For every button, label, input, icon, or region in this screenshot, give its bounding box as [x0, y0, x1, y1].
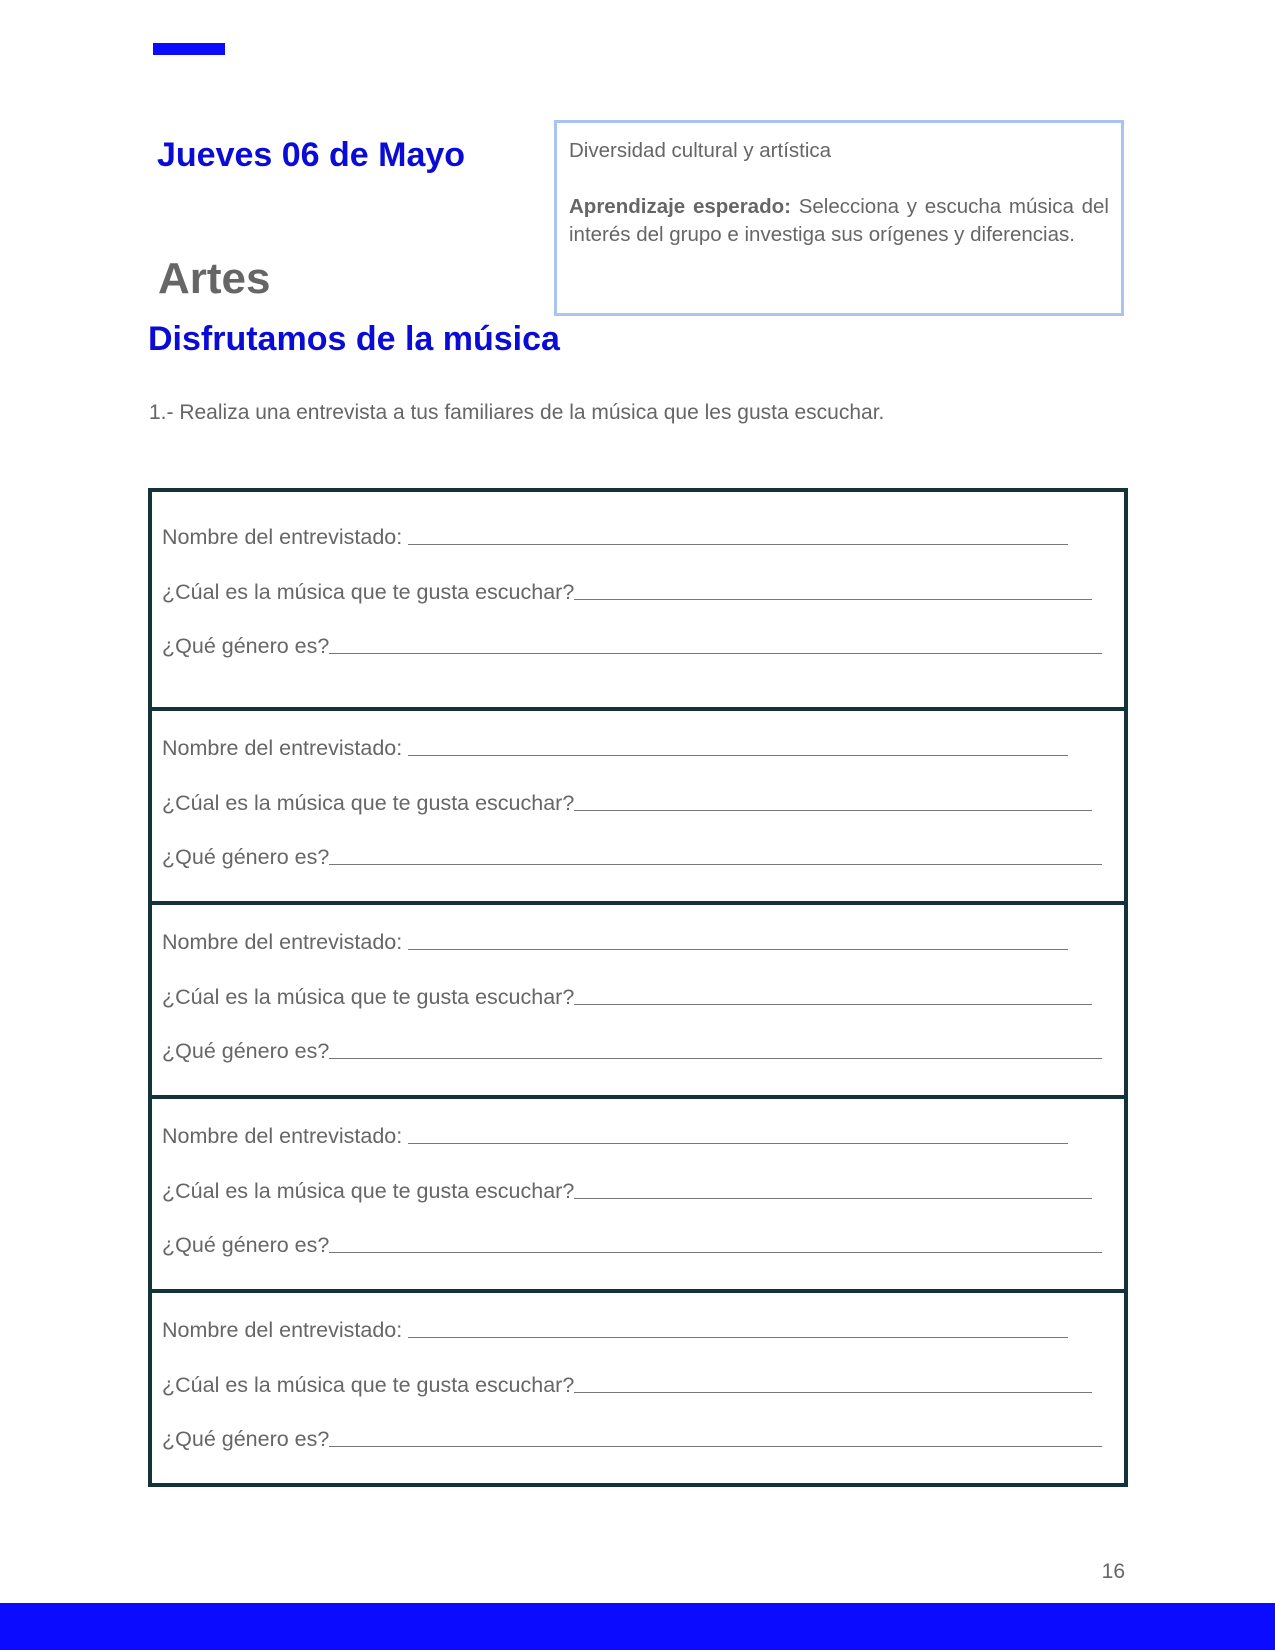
interviewee-name-field[interactable] — [162, 1313, 1114, 1343]
interviewee-name-field[interactable] — [162, 1119, 1114, 1149]
answer-blank[interactable] — [329, 1058, 1102, 1059]
genre-question-label: ¿Qué género es? — [162, 634, 330, 658]
answer-blank[interactable] — [329, 653, 1102, 654]
genre-question-field[interactable] — [162, 1228, 1114, 1258]
answer-blank[interactable] — [329, 864, 1102, 865]
answer-blank[interactable] — [329, 1446, 1102, 1447]
genre-question-label: ¿Qué género es? — [162, 1427, 330, 1451]
music-question-label: ¿Cúal es la música que te gusta escuchar? — [162, 580, 575, 604]
page-number: 16 — [1101, 1560, 1125, 1583]
learning-text: Selecciona y escucha música del interés del grupo e investiga sus orígenes y diferencias. — [569, 195, 1109, 246]
genre-question-label: ¿Qué género es? — [162, 1039, 330, 1063]
genre-question-label: ¿Qué género es? — [162, 845, 330, 869]
instruction-text: 1.- Realiza una entrevista a tus familiares de la música que les gusta escuchar. — [149, 401, 885, 424]
interviewee-name-field[interactable] — [162, 731, 1114, 761]
learning-expected — [569, 193, 1109, 249]
interviewee-name-label: Nombre del entrevistado: — [162, 930, 403, 954]
answer-blank[interactable] — [574, 1198, 1092, 1199]
lesson-title: Disfrutamos de la música — [148, 320, 560, 358]
music-question-field[interactable] — [162, 575, 1114, 605]
answer-blank[interactable] — [574, 1392, 1092, 1393]
date-heading: Jueves 06 de Mayo — [157, 136, 466, 174]
subject-heading: Artes — [158, 254, 271, 303]
answer-blank[interactable] — [408, 949, 1068, 950]
interview-block — [152, 492, 1124, 707]
interview-block — [152, 707, 1124, 901]
interviewee-name-label: Nombre del entrevistado: — [162, 1318, 403, 1342]
interviewee-name-label: Nombre del entrevistado: — [162, 525, 403, 549]
music-question-field[interactable] — [162, 1368, 1114, 1398]
answer-blank[interactable] — [574, 810, 1092, 811]
answer-blank[interactable] — [408, 755, 1068, 756]
learning-info-box — [554, 120, 1124, 316]
music-question-field[interactable] — [162, 980, 1114, 1010]
answer-blank[interactable] — [408, 1143, 1068, 1144]
genre-question-field[interactable] — [162, 629, 1114, 659]
genre-question-field[interactable] — [162, 1422, 1114, 1452]
genre-question-field[interactable] — [162, 1034, 1114, 1064]
music-question-label: ¿Cúal es la música que te gusta escuchar? — [162, 985, 575, 1009]
footer-bar — [0, 1603, 1275, 1650]
music-question-label: ¿Cúal es la música que te gusta escuchar? — [162, 1373, 575, 1397]
music-question-label: ¿Cúal es la música que te gusta escuchar? — [162, 791, 575, 815]
answer-blank[interactable] — [574, 1004, 1092, 1005]
genre-question-field[interactable] — [162, 840, 1114, 870]
answer-blank[interactable] — [329, 1252, 1102, 1253]
interview-table — [148, 488, 1128, 1487]
topic-text: Diversidad cultural y artística — [569, 139, 832, 162]
interviewee-name-field[interactable] — [162, 520, 1114, 550]
music-question-field[interactable] — [162, 1174, 1114, 1204]
answer-blank[interactable] — [574, 599, 1092, 600]
music-question-field[interactable] — [162, 786, 1114, 816]
top-accent-bar — [153, 43, 225, 55]
interview-block — [152, 1289, 1124, 1483]
genre-question-label: ¿Qué género es? — [162, 1233, 330, 1257]
music-question-label: ¿Cúal es la música que te gusta escuchar? — [162, 1179, 575, 1203]
answer-blank[interactable] — [408, 1337, 1068, 1338]
interviewee-name-label: Nombre del entrevistado: — [162, 736, 403, 760]
interviewee-name-field[interactable] — [162, 925, 1114, 955]
interview-block — [152, 901, 1124, 1095]
learning-label: Aprendizaje esperado: — [569, 195, 791, 218]
interviewee-name-label: Nombre del entrevistado: — [162, 1124, 403, 1148]
answer-blank[interactable] — [408, 544, 1068, 545]
interview-block — [152, 1095, 1124, 1289]
